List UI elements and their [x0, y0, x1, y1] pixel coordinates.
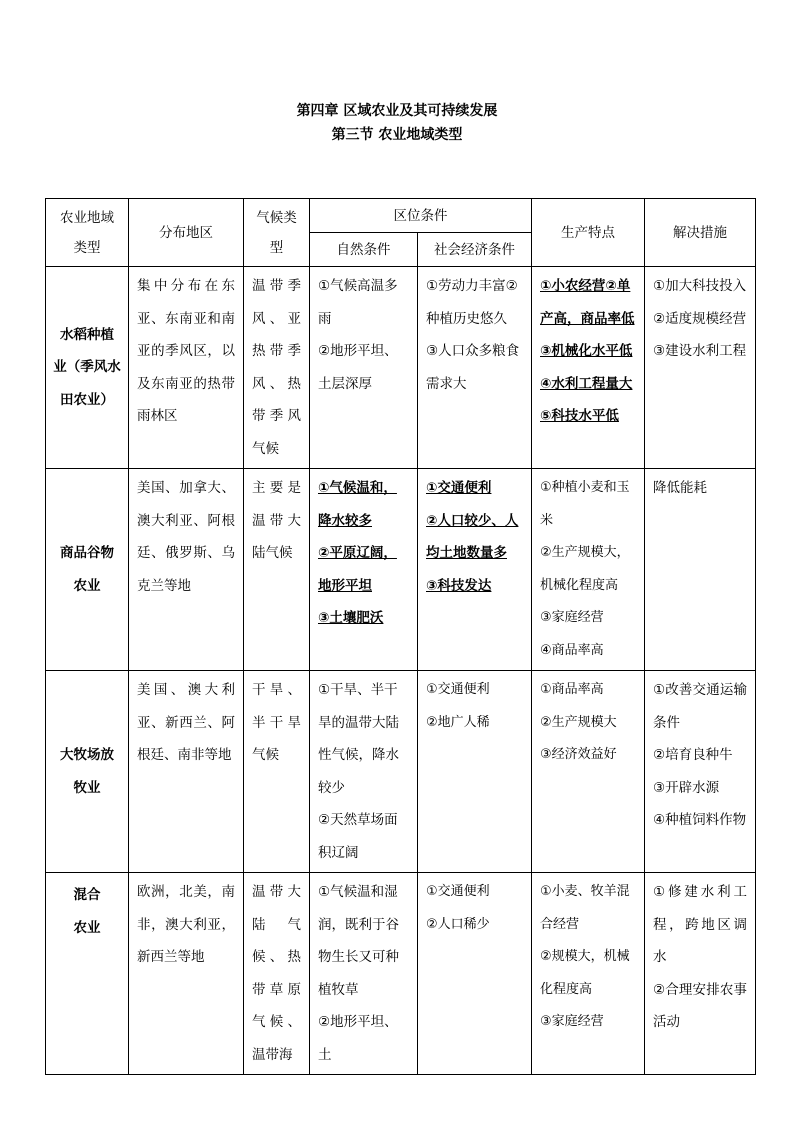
row-region: 欧洲，北美，南非，澳大利亚，新西兰等地 — [129, 873, 244, 1075]
table-row — [46, 267, 756, 469]
row-climate: 主要是温带大陆气候 — [244, 469, 310, 671]
row-climate: 干旱、半干旱气候 — [244, 671, 310, 873]
row-type: 混合 农业 — [46, 873, 129, 1075]
row-social: ①交通便利 ②人口较少、人均土地数量多 ③科技发达 — [418, 469, 532, 671]
table-row — [46, 671, 756, 873]
agriculture-table — [45, 198, 756, 1075]
row-features: ①小麦、牧羊混合经营 ②规模大，机械化程度高 ③家庭经营 — [532, 873, 645, 1075]
header-type: 农业地域 类型 — [46, 199, 129, 267]
row-natural: ①气候温和，降水较多 ②平原辽阔，地形平坦 ③土壤肥沃 — [310, 469, 418, 671]
row-type: 水稻种植 业（季风水 田农业） — [46, 267, 129, 469]
row-solutions: ①改善交通运输条件 ②培育良种牛 ③开辟水源 ④种植饲料作物 — [645, 671, 756, 873]
header-natural: 自然条件 — [310, 233, 418, 267]
table-row — [46, 873, 756, 1075]
row-natural: ①干旱、半干旱的温带大陆性气候，降水较少 ②天然草场面积辽阔 — [310, 671, 418, 873]
row-type: 大牧场放 牧业 — [46, 671, 129, 873]
row-solutions: ①加大科技投入 ②适度规模经营 ③建设水利工程 — [645, 267, 756, 469]
header-climate: 气候类 型 — [244, 199, 310, 267]
chapter-title: 第四章 区域农业及其可持续发展 — [296, 103, 498, 119]
row-natural: ①气候温和湿润，既利于谷物生长又可种植牧草 ②地形平坦、土 — [310, 873, 418, 1075]
row-region: 美国、澳大利亚、新西兰、阿根廷、南非等地 — [129, 671, 244, 873]
table-row — [46, 469, 756, 671]
row-region: 集中分布在东亚、东南亚和南亚的季风区，以及东南亚的热带雨林区 — [129, 267, 244, 469]
section-title: 第三节 农业地域类型 — [331, 127, 463, 143]
row-type: 商品谷物 农业 — [46, 469, 129, 671]
header-solutions: 解决措施 — [645, 199, 756, 267]
row-solutions: ①修建水利工程，跨地区调水 ②合理安排农事活动 — [645, 873, 756, 1075]
row-solutions: 降低能耗 — [645, 469, 756, 671]
row-features: ①种植小麦和玉米 ②生产规模大，机械化程度高 ③家庭经营 ④商品率高 — [532, 469, 645, 671]
row-natural: ①气候高温多雨 ②地形平坦、土层深厚 — [310, 267, 418, 469]
row-climate: 温带大陆气候、热带草原气候、温带海 — [244, 873, 310, 1075]
header-social: 社会经济条件 — [418, 233, 532, 267]
row-social: ①交通便利 ②地广人稀 — [418, 671, 532, 873]
header-region: 分布地区 — [129, 199, 244, 267]
row-region: 美国、加拿大、澳大利亚、阿根廷、俄罗斯、乌克兰等地 — [129, 469, 244, 671]
header-features: 生产特点 — [532, 199, 645, 267]
row-social: ①交通便利 ②人口稀少 — [418, 873, 532, 1075]
title-block — [0, 99, 794, 147]
row-features: ①小农经营②单产高，商品率低 ③机械化水平低 ④水利工程量大 ⑤科技水平低 — [532, 267, 645, 469]
row-climate: 温带季风、亚热带季风、热带季风气候 — [244, 267, 310, 469]
header-location: 区位条件 — [310, 199, 532, 233]
row-features: ①商品率高 ②生产规模大 ③经济效益好 — [532, 671, 645, 873]
row-social: ①劳动力丰富②种植历史悠久 ③人口众多粮食需求大 — [418, 267, 532, 469]
